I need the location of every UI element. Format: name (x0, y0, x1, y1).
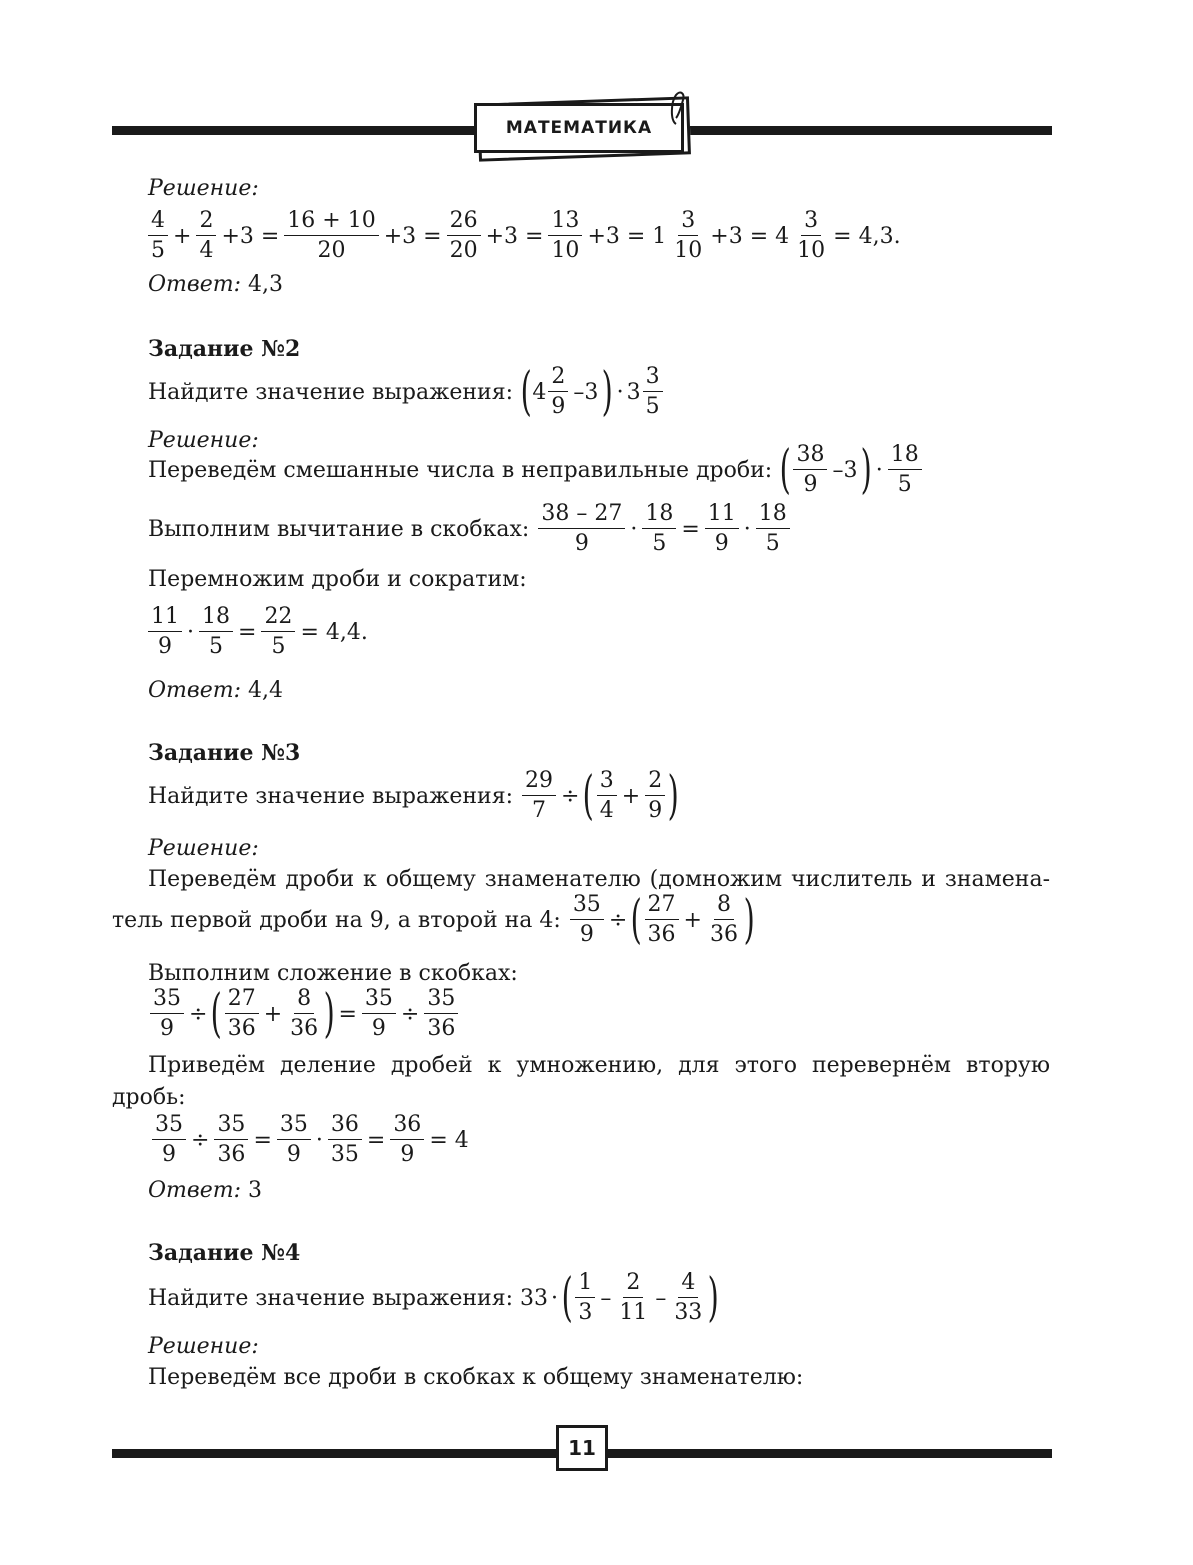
fraction: $\frac{2}{11}$ (619, 1270, 648, 1325)
task2-step3-equation: $\frac{11}{9}$ · $\frac{18}{5}$ = $\frac{22}{5}$ = 4,4. (146, 606, 371, 658)
task3-step1b: тель первой дроби на 9, а второй на 4: $\frac{35}{9}$ ÷ ( $\frac{27}{36}$ + $\frac{8}{36}$ ) (112, 890, 755, 950)
fraction: $\frac{35}{9}$ (152, 1114, 186, 1166)
fraction: $\frac{36}{35}$ (328, 1114, 362, 1166)
task3-prompt: Найдите значение выражения: $\frac{29}{7}$ ÷ ( $\frac{3}{4}$ + $\frac{2}{9}$ ) (148, 766, 679, 826)
task4-step1: Переведём все дроби в скобках к общему знаменателю: (148, 1365, 804, 1390)
fraction: $\frac{38}{9}$ (793, 444, 827, 496)
fraction: $\frac{29}{7}$ (522, 770, 556, 822)
fraction: $\frac{18}{5}$ (888, 444, 922, 496)
fraction: $\frac{3}{10}$ (797, 208, 826, 263)
fraction: $\frac{4}{5}$ (148, 210, 168, 262)
page-number: 11 (556, 1425, 608, 1471)
footer-rule-right (608, 1449, 1052, 1458)
task2-prompt: Найдите значение выражения: ( 4 $\frac{2}{9}$ –3 ) · 3 $\frac{3}{5}$ (148, 366, 665, 418)
sol1-equation: $\frac{4}{5}$ + $\frac{2}{4}$ +3 = $\frac{16 + 10}{20}$ +3 = $\frac{26}{20}$ +3 = $\frac{13}{10}$ +3 = 1 $\frac{3}{10}$ +3 = 4 $\frac{3}{10}$ = 4,3. (146, 210, 904, 262)
task3-step2-equation: $\frac{35}{9}$ ÷ ( $\frac{27}{36}$ + $\frac{8}{36}$ ) = $\frac{35}{9}$ ÷ $\frac{35}{36}$ (148, 988, 460, 1040)
fraction: $\frac{35}{36}$ (214, 1114, 248, 1166)
fraction: $\frac{27}{36}$ (645, 894, 679, 946)
fraction: $\frac{1}{3}$ (575, 1272, 595, 1324)
fraction: $\frac{4}{33}$ (674, 1270, 703, 1325)
task3-step1a: Переведём дроби к общему знаменателю (домножим числитель и знамена- (148, 867, 1050, 892)
fraction: $\frac{8}{36}$ (290, 986, 319, 1041)
task3-step3-equation: $\frac{35}{9}$ ÷ $\frac{35}{36}$ = $\frac{35}{9}$ · $\frac{36}{35}$ = $\frac{36}{9}$ = 4 (150, 1114, 472, 1166)
fraction: $\frac{13}{10}$ (548, 210, 582, 262)
fraction: $\frac{3}{10}$ (674, 208, 703, 263)
fraction: $\frac{18}{5}$ (199, 606, 233, 658)
fraction: $\frac{16 + 10}{20}$ (284, 210, 378, 262)
task4-prompt: Найдите значение выражения: 33 · ( $\frac{1}{3}$ – $\frac{2}{11}$ – $\frac{4}{33}$ ) (148, 1268, 720, 1328)
fraction: $\frac{35}{9}$ (570, 894, 604, 946)
task4-sol-label: Решение: (148, 1334, 259, 1359)
fraction: $\frac{18}{5}$ (756, 503, 790, 555)
fraction: $\frac{35}{9}$ (150, 988, 184, 1040)
task3-step2: Выполним сложение в скобках: (148, 961, 518, 986)
fraction: $\frac{36}{9}$ (390, 1114, 424, 1166)
footer-rule-left (112, 1449, 556, 1458)
fraction: $\frac{2}{9}$ (548, 366, 568, 418)
fraction: $\frac{27}{36}$ (225, 988, 259, 1040)
fraction: $\frac{18}{5}$ (642, 503, 676, 555)
fraction: $\frac{35}{9}$ (362, 988, 396, 1040)
task3-sol-label: Решение: (148, 836, 259, 861)
task2-step2: Выполним вычитание в скобках: $\frac{38 - 27}{9}$ · $\frac{18}{5}$ = $\frac{11}{9}$ · $\frac{18}{5}$ (148, 503, 792, 555)
sol1-label: Решение: (148, 176, 259, 201)
task3-step3a: Приведём деление дробей к умножению, для этого перевернём вторую (148, 1053, 1050, 1078)
paperclip-icon (668, 90, 690, 128)
task4-title: Задание №4 (148, 1240, 301, 1266)
fraction: $\frac{11}{9}$ (148, 606, 182, 658)
sol1-answer: Ответ: 4,3 (148, 272, 283, 297)
task2-title: Задание №2 (148, 336, 301, 362)
fraction: $\frac{2}{4}$ (196, 210, 216, 262)
task2-step1: Переведём смешанные числа в неправильные дроби: ( $\frac{38}{9}$ –3 ) · $\frac{18}{5}$ (148, 444, 924, 496)
fraction: $\frac{35}{36}$ (424, 988, 458, 1040)
header-title: МАТЕМАТИКА (505, 118, 653, 138)
fraction: $\frac{2}{9}$ (645, 770, 665, 822)
fraction: $\frac{11}{9}$ (705, 503, 739, 555)
fraction: $\frac{3}{5}$ (643, 366, 663, 418)
fraction: $\frac{3}{4}$ (597, 770, 617, 822)
fraction: $\frac{38 - 27}{9}$ (538, 503, 625, 555)
fraction: $\frac{26}{20}$ (447, 210, 481, 262)
header-rule-right (688, 126, 1052, 135)
task2-sol-label: Решение: (148, 428, 259, 453)
fraction: $\frac{35}{9}$ (277, 1114, 311, 1166)
task2-step3: Перемножим дроби и сократим: (148, 567, 527, 592)
task3-title: Задание №3 (148, 740, 301, 766)
fraction: $\frac{8}{36}$ (709, 892, 738, 947)
header-rule-left (112, 126, 474, 135)
task3-step3b: дробь: (112, 1085, 186, 1110)
fraction: $\frac{22}{5}$ (261, 606, 295, 658)
task2-answer: Ответ: 4,4 (148, 678, 283, 703)
task3-answer: Ответ: 3 (148, 1178, 262, 1203)
